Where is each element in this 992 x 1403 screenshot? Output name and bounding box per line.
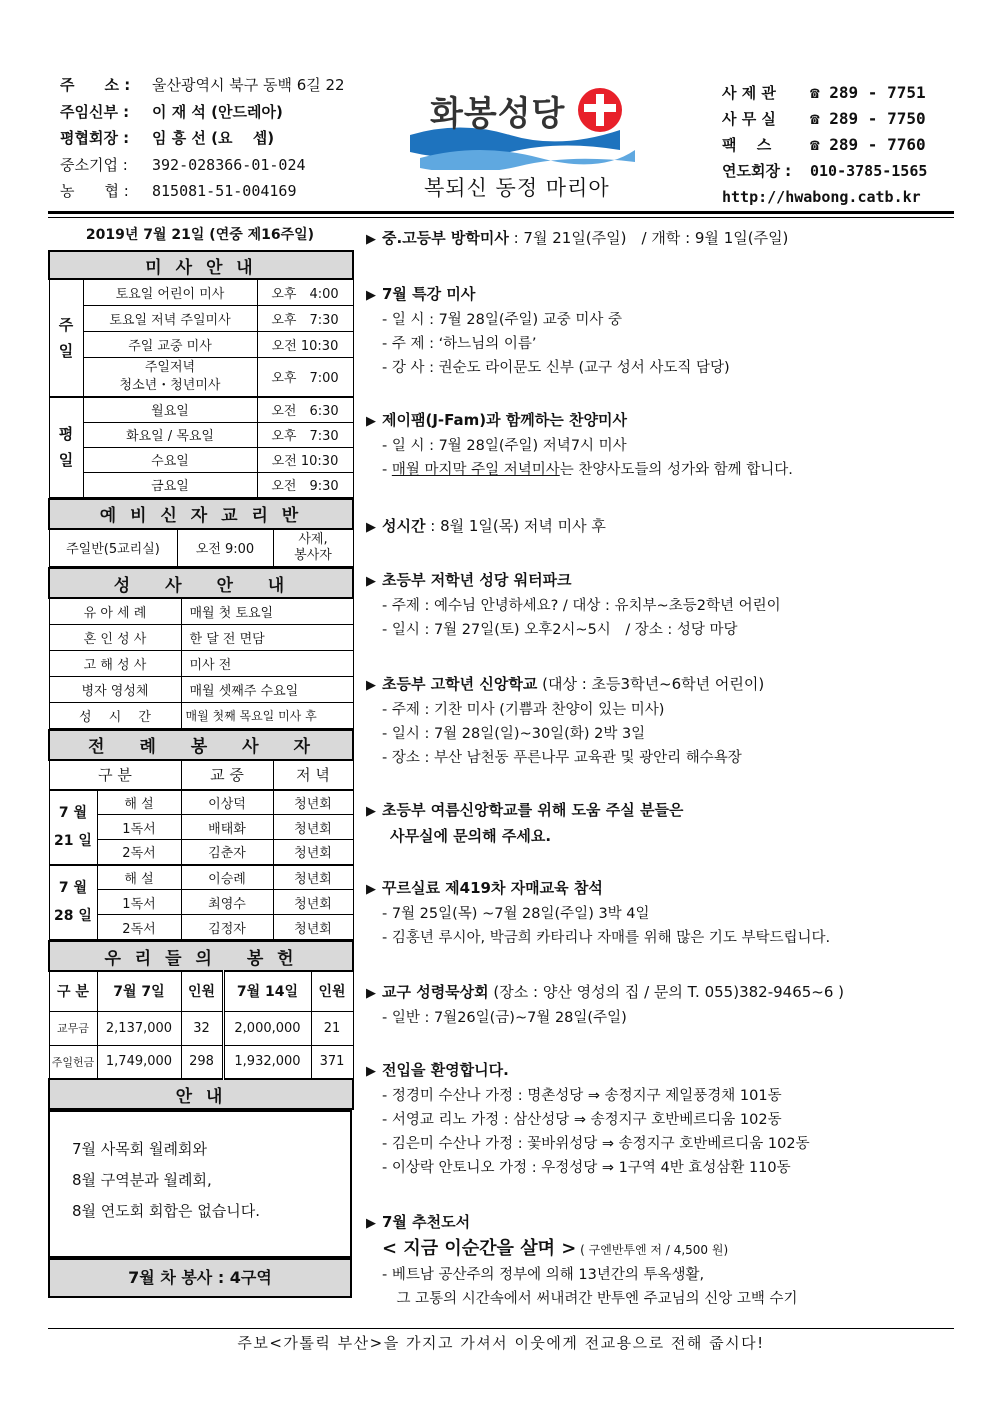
- news-detail: (장소 : 양산 영성의 집 / 문의 T. 055)382-9465~6 ): [488, 983, 845, 1001]
- server-role: 2독서: [97, 915, 181, 940]
- church-name: 화봉성당: [430, 94, 566, 134]
- church-logo: [400, 80, 640, 210]
- news-item-volunteer-call: [366, 798, 956, 848]
- news-line: 그 고통의 시간속에서 써내려간 반투엔 주교님의 신앙 고백 수기: [382, 1291, 798, 1307]
- council-label: 평협회장 :: [60, 129, 130, 147]
- offering-type: 주일헌금: [49, 1045, 97, 1079]
- offering-head: 구 분: [49, 971, 97, 1011]
- news-title: 교구 성령묵상회: [382, 983, 489, 1001]
- news-item-waterpark: [366, 568, 956, 642]
- server-evening: 청년회: [273, 890, 353, 915]
- news-line: - 서영교 리노 가정 : 삼산성당 ⇒ 송정지구 호반베르디움 102동: [382, 1112, 782, 1128]
- header-info-right: [722, 80, 954, 210]
- sacrament-name: 혼 인 성 사: [49, 624, 181, 650]
- server-name: 김춘자: [181, 840, 273, 865]
- server-name: 이승례: [181, 865, 273, 890]
- triangle-bullet-icon: ▶: [366, 414, 376, 429]
- servers-table: [48, 729, 354, 941]
- catechumen-class: 주일반(5교리실): [49, 529, 177, 567]
- mass-time: 오전 10:30: [257, 447, 353, 472]
- offering-count: 298: [181, 1045, 223, 1079]
- mass-name: 월요일: [83, 397, 257, 422]
- notice-line: 8월 연도회 회합은 없습니다.: [72, 1202, 261, 1220]
- office-phone: ☎ 289 - 7750: [810, 109, 926, 128]
- catechumen-title: 예 비 신 자 교 리 반: [49, 499, 353, 529]
- news-line-suffix: 는 찬양사도들의 성가와 함께 합니다.: [559, 462, 793, 478]
- offering-title: 우 리 들 의 봉 헌: [49, 941, 353, 971]
- news-line: - 일시 : 7월 28일(일)~30일(화) 2박 3일: [382, 726, 646, 742]
- news-line: [366, 458, 956, 482]
- address-value: 울산광역시 북구 동백 6길 22: [152, 76, 345, 94]
- offering-count: 21: [311, 1011, 353, 1045]
- bulletin-date: 2019년 7월 21일 (연중 제16주일): [85, 227, 315, 243]
- news-item-retreat: [366, 980, 956, 1030]
- yeondo-label: 연도회장 :: [722, 162, 792, 180]
- news-line-underlined: 매월 마지막 주일 저녁미사: [391, 462, 560, 478]
- sacrament-info: 매월 첫째 목요일 미사 후: [181, 702, 353, 728]
- news-title: 7월 추천도서: [382, 1213, 471, 1231]
- news-item-cursillo: [366, 876, 956, 950]
- news-title: 제이팸(J-Fam)과 함께하는 찬양미사: [382, 411, 627, 429]
- offering-head: 7월 7일: [97, 971, 181, 1011]
- header-info-left: [60, 72, 360, 205]
- mass-time: 오후 7:00: [257, 357, 353, 397]
- offering-head: 7월 14일: [223, 971, 311, 1011]
- server-evening: 청년회: [273, 915, 353, 940]
- news-detail: : 8월 1일(목) 저녁 미사 후: [425, 517, 606, 535]
- news-line: - 일반 : 7월26일(금)~7월 28일(주일): [382, 1010, 627, 1026]
- news-line: - 장소 : 부산 남천동 푸른나무 교육관 및 광안리 해수욕장: [382, 750, 742, 766]
- book-title: < 지금 이순간을 살며 >: [382, 1238, 577, 1259]
- mass-name: 주일 교중 미사: [83, 331, 257, 357]
- server-role: 해 설: [97, 865, 181, 890]
- news-title: 성시간: [382, 517, 426, 535]
- server-role: 2독서: [97, 840, 181, 865]
- rectory-phone: ☎ 289 - 7751: [810, 83, 926, 102]
- offering-amount: 1,749,000: [97, 1045, 181, 1079]
- sacrament-table: [48, 567, 354, 729]
- news-line: - 이상락 안토니오 가정 : 우정성당 ⇒ 1구역 4반 효성삼환 110동: [382, 1160, 791, 1176]
- news-line: - 강 사 : 권순도 라이문도 신부 (교구 성서 사도직 담당): [382, 360, 730, 376]
- offering-head: 인원: [311, 971, 353, 1011]
- offering-table: [48, 940, 354, 1110]
- notice-box: [48, 1110, 352, 1258]
- sacrament-info: 매월 셋째주 수요일: [181, 676, 353, 702]
- sacrament-name: 병자 영성체: [49, 676, 181, 702]
- header-divider: [48, 211, 954, 214]
- news-item-praise-mass: [366, 408, 956, 482]
- server-evening: 청년회: [273, 865, 353, 890]
- news-line: - 김은미 수산나 가정 : 꽃바위성당 ⇒ 송정지구 호반베르디움 102동: [382, 1136, 810, 1152]
- fax-label: 팩 스: [722, 136, 772, 154]
- triangle-bullet-icon: ▶: [366, 288, 376, 303]
- website-link[interactable]: http://hwabong.catb.kr: [722, 188, 921, 206]
- news-title: 초등부 고학년 신앙학교: [382, 675, 538, 693]
- news-title: 전입을 환영합니다.: [382, 1061, 509, 1079]
- news-title: 초등부 여름신앙학교를 위해 도움 주실 분들은: [382, 801, 684, 819]
- sacrament-name: 유 아 세 례: [49, 598, 181, 624]
- server-role: 1독서: [97, 815, 181, 840]
- news-line: - 일 시 : 7월 28일(주일) 저녁7시 미사: [382, 438, 627, 454]
- offering-count: 371: [311, 1045, 353, 1079]
- offering-type: 교무금: [49, 1011, 97, 1045]
- triangle-bullet-icon: ▶: [366, 882, 376, 897]
- servers-date: 7 월 21 일: [49, 790, 97, 865]
- notice-line: 7월 사목회 월례회와: [72, 1140, 208, 1158]
- bank2-label: 농 협 :: [60, 182, 129, 200]
- mass-time: 오전 10:30: [257, 331, 353, 357]
- yeondo-phone: 010-3785-1565: [810, 162, 928, 180]
- catechumen-time: 오전 9:00: [177, 529, 273, 567]
- offering-head: 인원: [181, 971, 223, 1011]
- news-line: - 주 제 : ‘하느님의 이름’: [382, 336, 537, 352]
- triangle-bullet-icon: ▶: [366, 678, 376, 693]
- news-title: 초등부 저학년 성당 워터파크: [382, 571, 572, 589]
- book-author: ( 구엔반투엔 저 / 4,500 원): [576, 1243, 729, 1257]
- news-line: - 일 시 : 7월 28일(주일) 교중 미사 중: [382, 312, 623, 328]
- server-name: 배태화: [181, 815, 273, 840]
- sacrament-info: 매월 첫 토요일: [181, 598, 353, 624]
- council-value: 임 흥 선 (요 셉): [152, 129, 275, 147]
- mass-time: 오후 7:30: [257, 422, 353, 447]
- sacrament-name: 성 시 간: [49, 702, 181, 728]
- news-line-prefix: -: [382, 462, 392, 478]
- news-line: - 베트남 공산주의 정부에 의해 13년간의 투옥생활,: [382, 1267, 705, 1283]
- news-title-line2: 사무실에 문의해 주세요.: [390, 827, 552, 845]
- footer-message: 주보<가톨릭 부산>을 가지고 가셔서 이웃에게 전교용으로 전해 줍시다!: [237, 1334, 765, 1352]
- sunday-label: 주 일: [49, 279, 83, 397]
- church-motto: 복되신 동정 마리아: [424, 176, 610, 200]
- triangle-bullet-icon: ▶: [366, 1064, 376, 1079]
- news-detail: : 7월 21일(주일) / 개학 : 9월 1일(주일): [508, 229, 789, 247]
- catechumen-leader: 사제, 봉사자: [273, 529, 353, 567]
- offering-amount: 2,000,000: [223, 1011, 311, 1045]
- news-line: - 일시 : 7월 27일(토) 오후2시~5시 / 장소 : 성당 마당: [382, 622, 738, 638]
- mass-time: 오후 4:00: [257, 279, 353, 305]
- triangle-bullet-icon: ▶: [366, 574, 376, 589]
- mass-name: 토요일 어린이 미사: [83, 279, 257, 305]
- news-line: - 정경미 수산나 가정 : 명촌성당 ⇒ 송정지구 제일풍경채 101동: [382, 1088, 782, 1104]
- mass-name: 토요일 저녁 주일미사: [83, 305, 257, 331]
- server-evening: 청년회: [273, 790, 353, 815]
- mass-schedule-table: [48, 250, 354, 498]
- notice-title: 안 내: [49, 1079, 353, 1109]
- server-evening: 청년회: [273, 815, 353, 840]
- triangle-bullet-icon: ▶: [366, 986, 376, 1001]
- bank2-value: 815081-51-004169: [152, 182, 297, 200]
- left-column: [48, 220, 352, 1298]
- servers-head: 교 중: [181, 760, 273, 790]
- book-title-line: [366, 1236, 956, 1263]
- fax-number: ☎ 289 - 7760: [810, 135, 926, 154]
- news-item-special-mass: [366, 282, 956, 380]
- mass-name: 금요일: [83, 472, 257, 497]
- catechumen-table: [48, 498, 354, 568]
- news-title: 꾸르실료 제419차 자매교육 참석: [382, 879, 603, 897]
- news-line: - 주제 : 기찬 미사 (기쁨과 찬양이 있는 미사): [382, 702, 665, 718]
- news-line: - 7월 25일(목) ~7월 28일(주일) 3박 4일: [382, 906, 650, 922]
- server-name: 김정자: [181, 915, 273, 940]
- news-item-welcome: [366, 1058, 956, 1180]
- server-name: 이상덕: [181, 790, 273, 815]
- mass-name: 주일저녁 청소년・청년미사: [83, 357, 257, 397]
- mass-schedule-title: 미 사 안 내: [49, 251, 353, 279]
- servers-title: 전 례 봉 사 자: [49, 730, 353, 760]
- offering-count: 32: [181, 1011, 223, 1045]
- news-title: 7월 특강 미사: [382, 285, 476, 303]
- mass-name: 수요일: [83, 447, 257, 472]
- news-detail: (대상 : 초등3학년~6학년 어린이): [537, 675, 765, 693]
- triangle-bullet-icon: ▶: [366, 804, 376, 819]
- news-item-book: [366, 1210, 956, 1311]
- news-line: - 주제 : 예수님 안녕하세요? / 대상 : 유치부~초등2학년 어린이: [382, 598, 781, 614]
- notice-line: 8월 구역분과 월례회,: [72, 1171, 212, 1189]
- server-name: 최영수: [181, 890, 273, 915]
- news-title: 중.고등부 방학미사: [382, 229, 509, 247]
- mass-time: 오전 9:30: [257, 472, 353, 497]
- bank1-value: 392-028366-01-024: [152, 155, 306, 174]
- sacrament-title: 성 사 안 내: [49, 568, 353, 598]
- triangle-bullet-icon: ▶: [366, 232, 376, 247]
- pastor-value: 이 재 석 (안드레아): [152, 102, 283, 121]
- rectory-label: 사 제 관: [722, 84, 776, 102]
- office-label: 사 무 실: [722, 110, 776, 128]
- news-item-faith-school: [366, 672, 956, 770]
- server-role: 1독서: [97, 890, 181, 915]
- offering-amount: 1,932,000: [223, 1045, 311, 1079]
- triangle-bullet-icon: ▶: [366, 1216, 376, 1231]
- bank1-label: 중소기업 :: [60, 155, 128, 174]
- triangle-bullet-icon: ▶: [366, 520, 376, 535]
- header-divider-thin: [48, 217, 954, 218]
- servers-head: 구 분: [49, 760, 181, 790]
- mass-time: 오전 6:30: [257, 397, 353, 422]
- news-item-vacation-mass: [366, 226, 956, 252]
- news-line: - 김홍년 루시아, 박금희 카타리나 자매를 위해 많은 기도 부탁드립니다.: [382, 930, 831, 946]
- mass-name: 화요일 / 목요일: [83, 422, 257, 447]
- server-role: 해 설: [97, 790, 181, 815]
- offering-amount: 2,137,000: [97, 1011, 181, 1045]
- servers-date: 7 월 28 일: [49, 865, 97, 940]
- footer-divider: [48, 1328, 954, 1329]
- mass-time: 오후 7:30: [257, 305, 353, 331]
- news-item-holy-hour: [366, 514, 956, 540]
- service-rotation: 7월 차 봉사 : 4구역: [48, 1258, 352, 1298]
- servers-head: 저 녁: [273, 760, 353, 790]
- sacrament-name: 고 해 성 사: [49, 650, 181, 676]
- server-evening: 청년회: [273, 840, 353, 865]
- weekday-label: 평 일: [49, 397, 83, 497]
- sacrament-info: 한 달 전 면담: [181, 624, 353, 650]
- address-label: 주 소 :: [60, 76, 131, 94]
- sacrament-info: 미사 전: [181, 650, 353, 676]
- pastor-label: 주임신부 :: [60, 102, 130, 121]
